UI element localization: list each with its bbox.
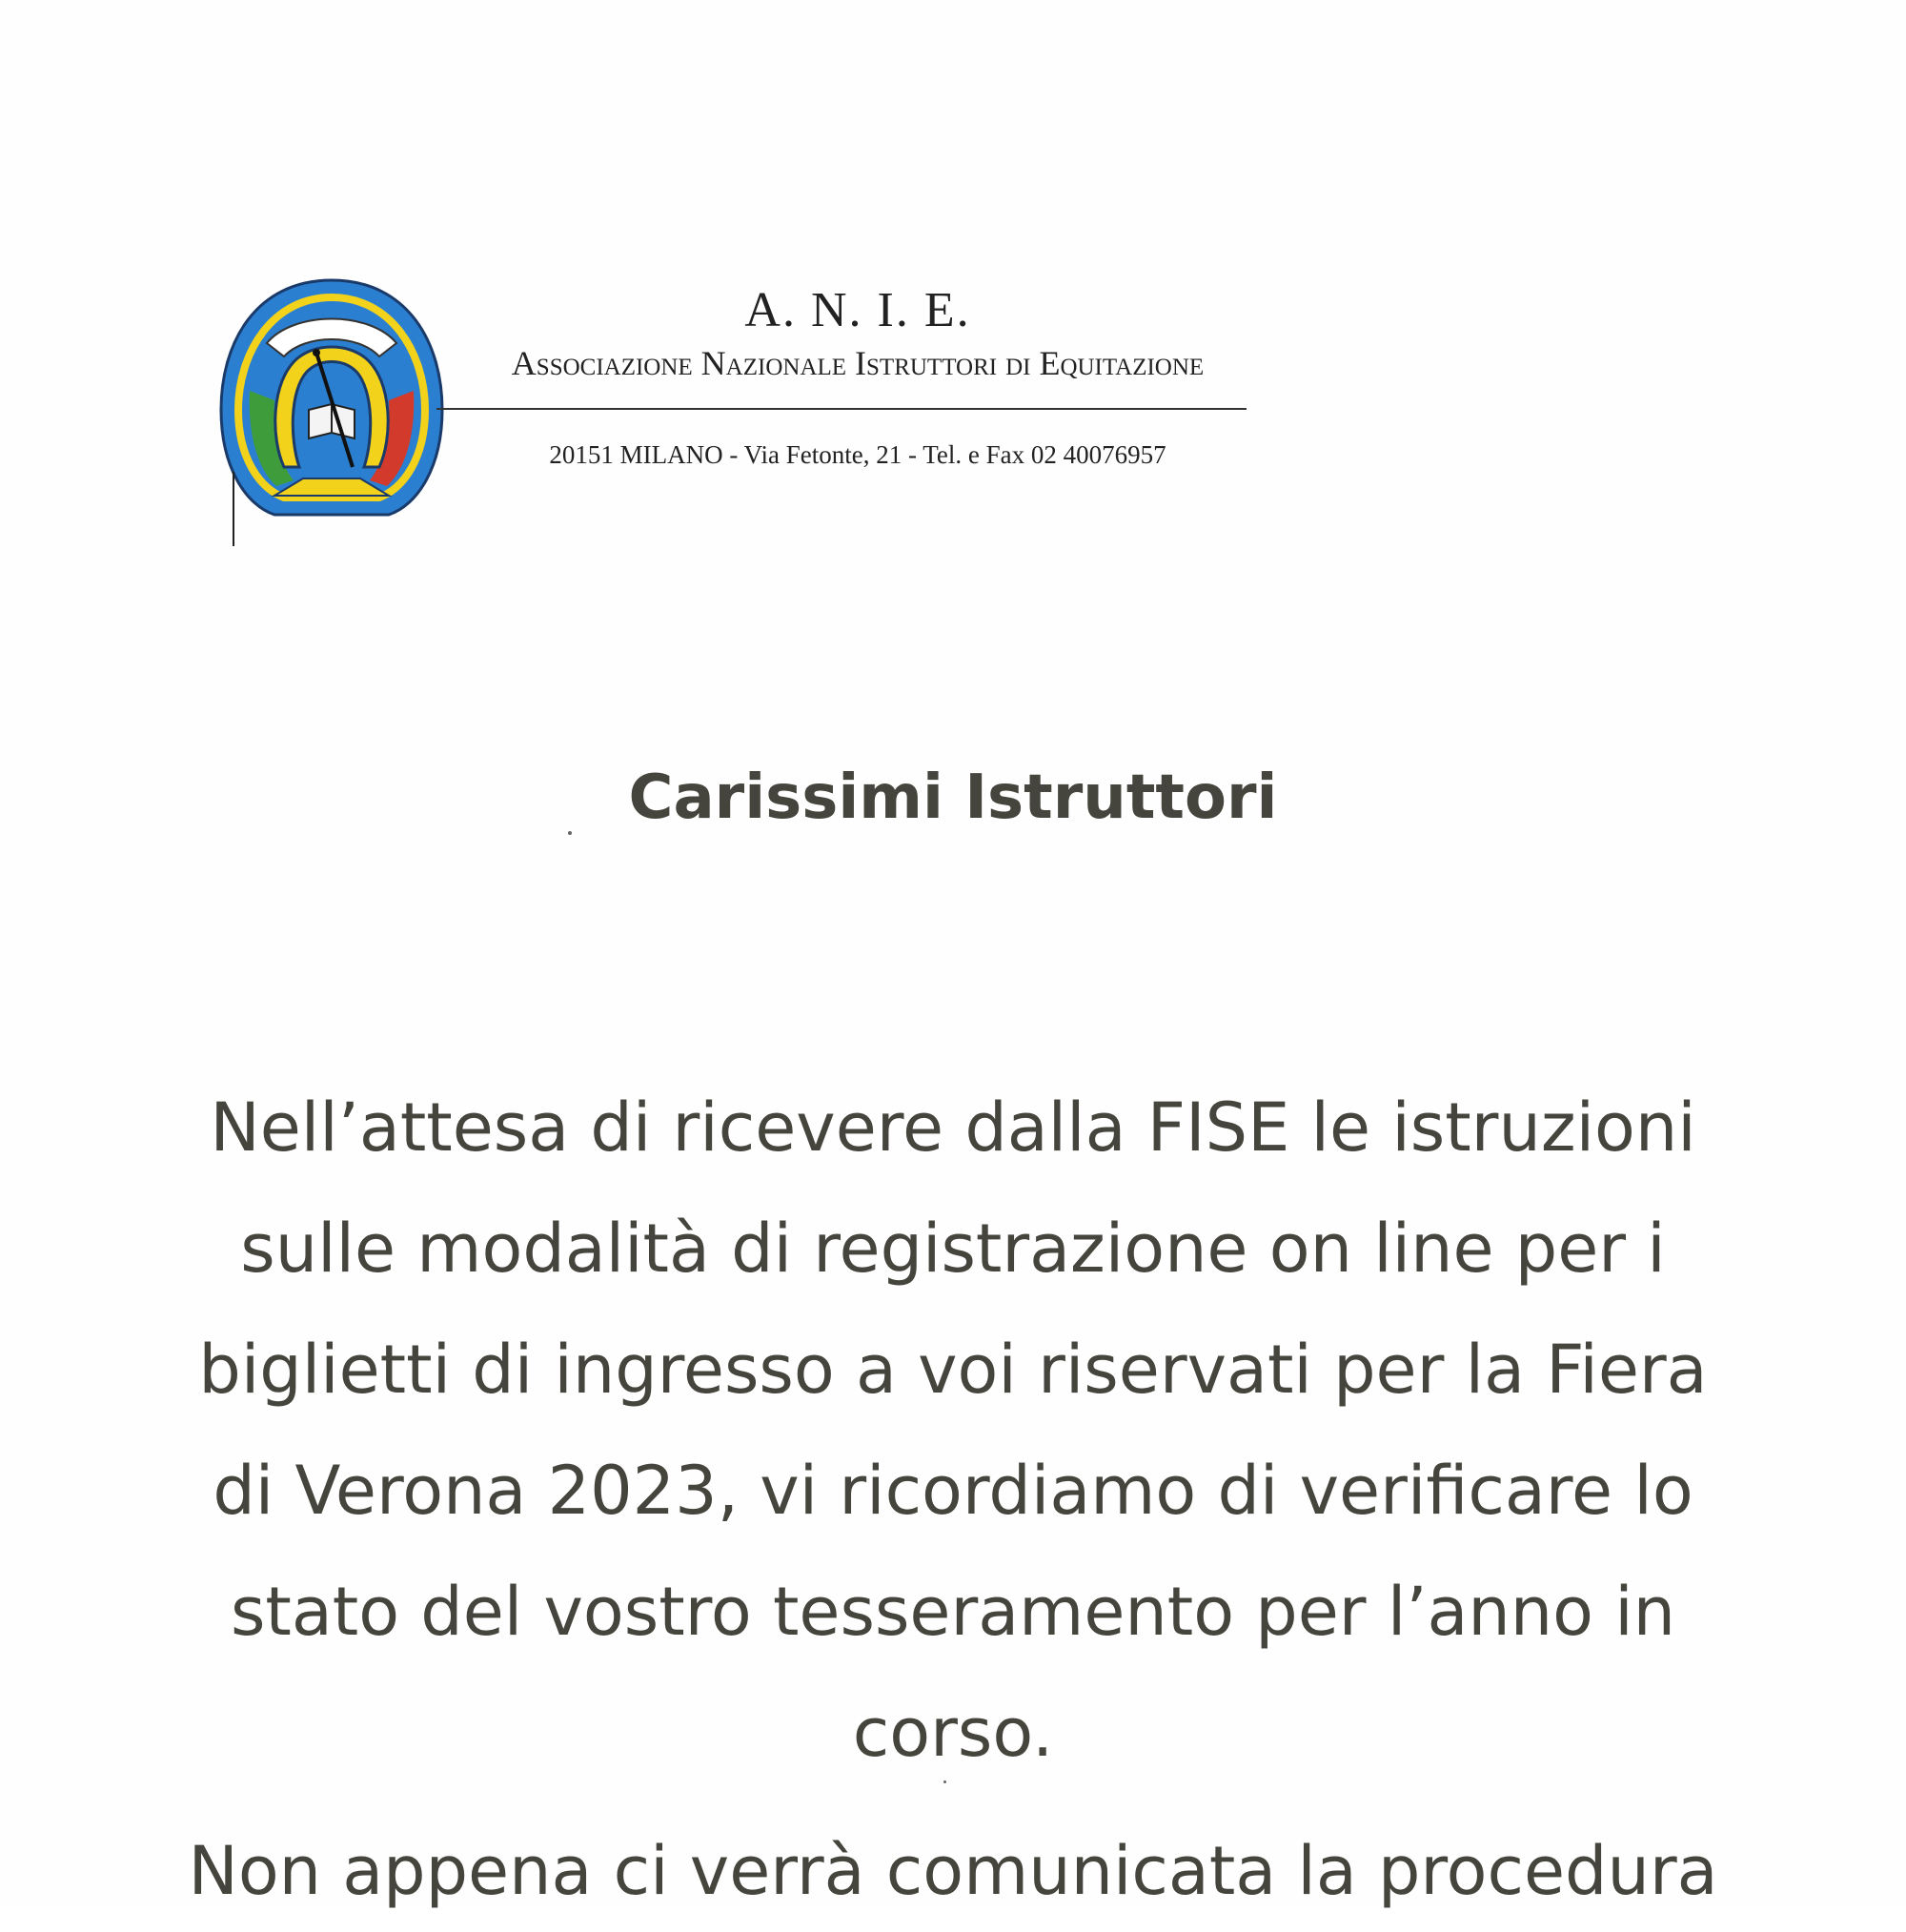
paragraph-line: Nell’attesa di ricevere dalla FISE le istruzioni bbox=[210, 1088, 1696, 1167]
scan-speck bbox=[943, 1780, 946, 1783]
org-address: 20151 MILANO - Via Fetonte, 21 - Tel. e Fax 02 40076957 bbox=[549, 440, 1166, 469]
next-paragraph-line: Non appena ci verrà comunicata la procedura bbox=[188, 1832, 1718, 1910]
greeting-heading: Carissimi Istruttori bbox=[628, 763, 1278, 833]
scan-speck bbox=[568, 831, 572, 835]
logo-divider-line bbox=[233, 472, 234, 546]
paragraph-line: di Verona 2023, vi ricordiamo di verificare lo bbox=[213, 1452, 1693, 1530]
paragraph-line: corso. bbox=[852, 1694, 1054, 1772]
org-acronym: A. N. I. E. bbox=[744, 283, 971, 337]
anie-logo bbox=[217, 276, 446, 562]
paragraph-line: biglietti di ingresso a voi riservati per la Fiera bbox=[198, 1331, 1708, 1409]
letterhead-rule bbox=[436, 408, 1247, 410]
paragraph-line: stato del vostro tesseramento per l’anno in bbox=[230, 1573, 1676, 1651]
body-paragraph bbox=[152, 1068, 1754, 1794]
org-name: Associazione Nazionale Istruttori di Equitazione bbox=[511, 344, 1205, 382]
paragraph-line: sulle modalità di registrazione on line per i bbox=[240, 1210, 1666, 1288]
horseshoe-emblem-icon bbox=[217, 276, 446, 562]
